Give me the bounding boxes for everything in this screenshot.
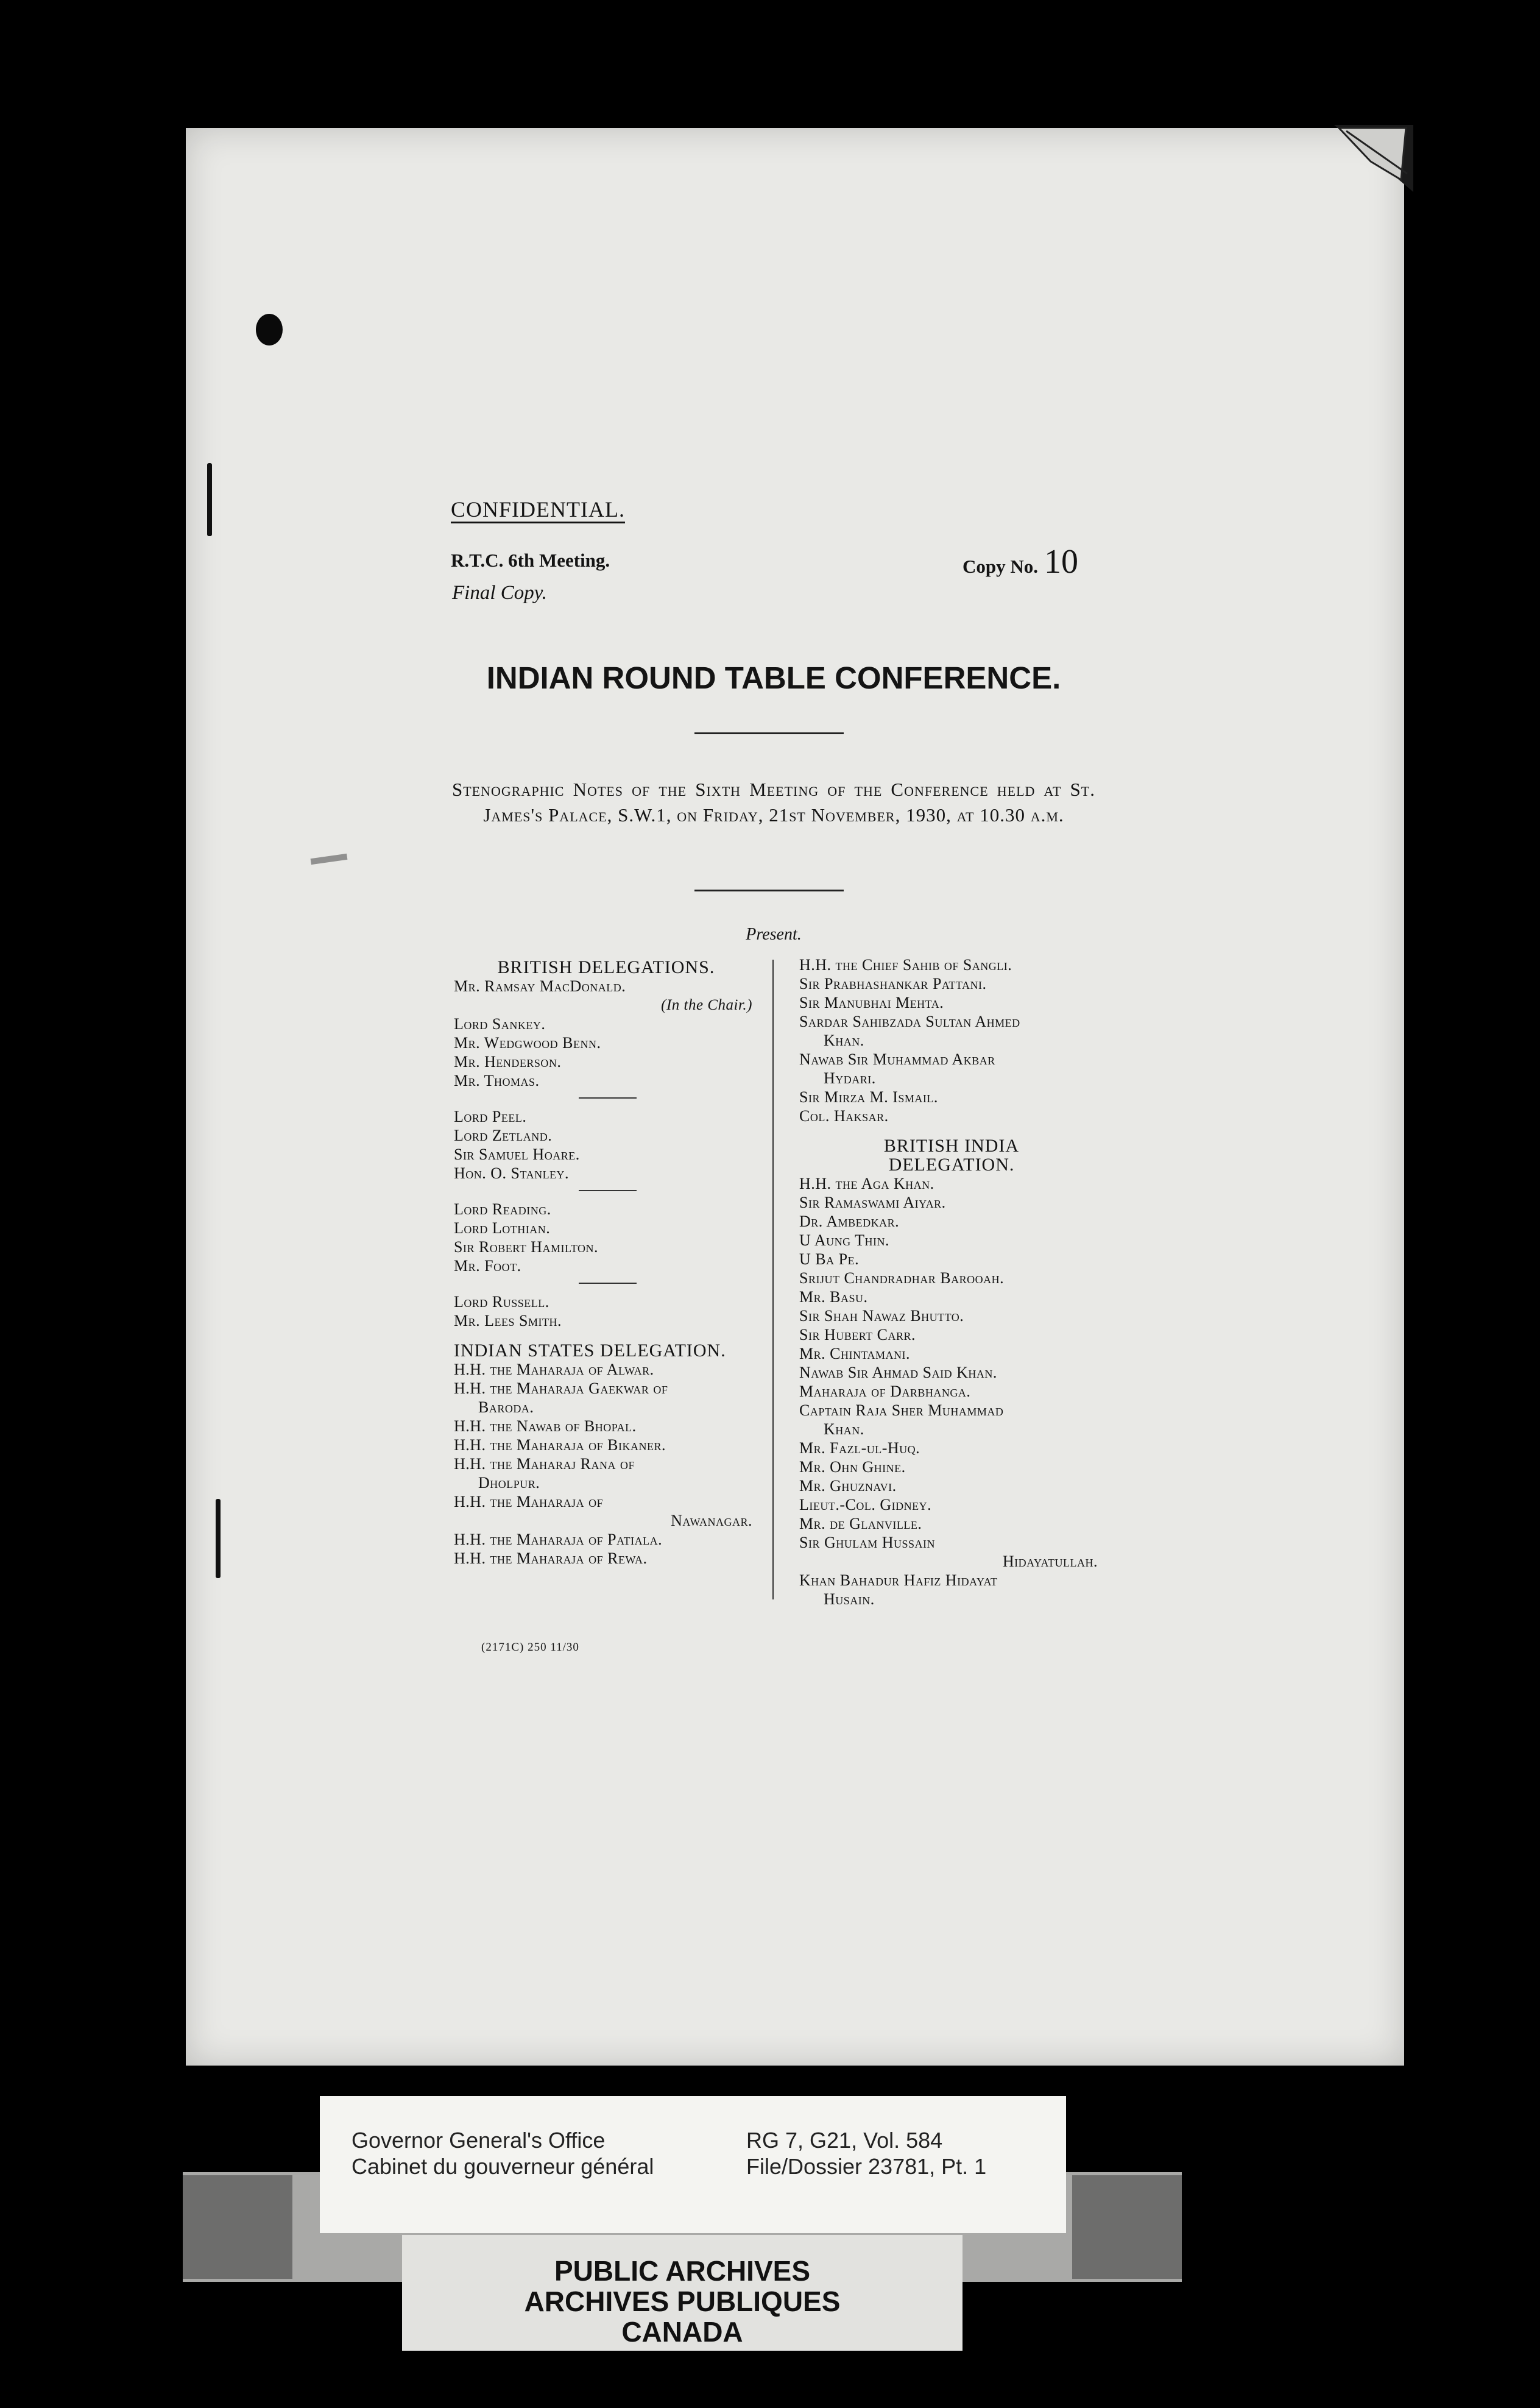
list-item: Khan Bahadur Hafiz Hidayat [799, 1571, 998, 1589]
list-item: H.H. the Chief Sahib of Sangli. [799, 956, 1012, 974]
office-en: Governor General's Office [351, 2128, 606, 2153]
list-item-cont: Khan. [824, 1420, 864, 1438]
final-copy-label: Final Copy. [452, 582, 547, 604]
list-item: Mr. Chintamani. [799, 1345, 911, 1362]
archive-strip-shadow [183, 2175, 292, 2279]
list-item: Mr. Basu. [799, 1288, 868, 1306]
list-item: Sir Samuel Hoare. [454, 1146, 580, 1163]
list-item: Captain Raja Sher Muhammad [799, 1401, 1004, 1419]
list-item: Mr. Thomas. [454, 1072, 540, 1089]
list-item: Mr. Henderson. [454, 1053, 562, 1071]
list-item-cont: Baroda. [478, 1398, 534, 1416]
margin-mark-bottom [216, 1499, 221, 1578]
list-item: Mr. Foot. [454, 1257, 521, 1275]
print-reference: (2171C) 250 11/30 [481, 1641, 579, 1654]
folded-corner [1334, 125, 1413, 192]
list-item: Dr. Ambedkar. [799, 1213, 900, 1230]
list-item: Mr. Wedgwood Benn. [454, 1034, 601, 1052]
list-item: Sir Ghulam Hussain [799, 1534, 936, 1551]
list-item-cont: Hydari. [824, 1069, 876, 1087]
group-divider [579, 1190, 637, 1191]
archive-strip-shadow [1072, 2175, 1182, 2279]
list-item: H.H. the Maharaj Rana of [454, 1455, 635, 1473]
list-item: Mr. Ohn Ghine. [799, 1458, 906, 1476]
british-delegations-heading: BRITISH DELEGATIONS. [497, 957, 715, 977]
list-item: Lord Russell. [454, 1293, 549, 1311]
list-item: Sardar Sahibzada Sultan Ahmed [799, 1013, 1020, 1030]
list-item: Lord Sankey. [454, 1015, 546, 1033]
list-item: Sir Mirza M. Ismail. [799, 1088, 938, 1106]
list-item: Lieut.-Col. Gidney. [799, 1496, 932, 1514]
group-divider [579, 1097, 637, 1099]
title-rule [694, 732, 844, 734]
list-item: Sir Hubert Carr. [799, 1326, 916, 1344]
british-india-heading-2: DELEGATION. [888, 1155, 1015, 1175]
archive-stamp-line: PUBLIC ARCHIVES [554, 2255, 810, 2287]
list-item: Maharaja of Darbhanga. [799, 1383, 971, 1400]
list-item-cont: Husain. [824, 1590, 875, 1608]
column-divider [772, 960, 774, 1599]
margin-mark-top [207, 463, 212, 536]
file-ref: File/Dossier 23781, Pt. 1 [746, 2154, 987, 2179]
list-item: Mr. Ramsay MacDonald. [454, 977, 626, 995]
group-divider [579, 1283, 637, 1284]
list-item: Nawab Sir Ahmad Said Khan. [799, 1364, 997, 1381]
list-item: Hon. O. Stanley. [454, 1164, 570, 1182]
list-item-cont: Dholpur. [478, 1474, 540, 1492]
stenographic-notes: Stenographic Notes of the Sixth Meeting of the Conference held at St. James's Palace, S.W.1, on Friday, 21st November, 1930, at 10.30 a.m. [452, 779, 1095, 826]
copy-label: Copy No. [962, 556, 1039, 577]
list-item: H.H. the Maharaja of Rewa. [454, 1549, 648, 1567]
present-label: Present. [746, 925, 802, 944]
copy-number [962, 542, 1078, 581]
list-item-cont: Nawanagar. [671, 1512, 752, 1529]
confidential-label: CONFIDENTIAL. [451, 497, 625, 522]
list-item: U Ba Pe. [799, 1250, 860, 1268]
list-item: Sir Shah Nawaz Bhutto. [799, 1307, 964, 1325]
punch-hole [256, 314, 283, 345]
list-item: Mr. Lees Smith. [454, 1312, 562, 1330]
document-page [186, 128, 1404, 2066]
list-item: Col. Haksar. [799, 1107, 889, 1125]
office-fr: Cabinet du gouverneur général [351, 2154, 654, 2179]
list-item: Mr. Fazl-ul-Huq. [799, 1439, 920, 1457]
list-item: H.H. the Maharaja of Bikaner. [454, 1436, 666, 1454]
archive-label [320, 2096, 1066, 2233]
list-item: Lord Peel. [454, 1108, 527, 1125]
british-india-heading: BRITISH INDIA [883, 1136, 1020, 1156]
archive-stamp-line: CANADA [621, 2316, 743, 2348]
record-group-ref: RG 7, G21, Vol. 584 [746, 2128, 943, 2153]
list-item: Mr. de Glanville. [799, 1515, 922, 1532]
in-chair-note: (In the Chair.) [661, 997, 752, 1013]
list-item: H.H. the Aga Khan. [799, 1175, 934, 1192]
list-item: H.H. the Maharaja of Alwar. [454, 1361, 654, 1378]
archive-stamp-line: ARCHIVES PUBLIQUES [524, 2286, 841, 2317]
document-title: INDIAN ROUND TABLE CONFERENCE. [486, 660, 1061, 695]
left-column [454, 958, 758, 1568]
list-item-cont: Khan. [824, 1032, 864, 1049]
list-item: Sir Prabhashankar Pattani. [799, 975, 987, 993]
list-item: H.H. the Maharaja of Patiala. [454, 1531, 663, 1548]
list-item: Sir Ramaswami Aiyar. [799, 1194, 946, 1211]
list-item: Lord Zetland. [454, 1127, 553, 1144]
list-item-cont: Hidayatullah. [1002, 1553, 1098, 1570]
right-column [799, 955, 1104, 1609]
indian-states-heading: INDIAN STATES DELEGATION. [454, 1340, 726, 1361]
archive-stamp [402, 2235, 962, 2351]
notes-rule [694, 890, 844, 891]
list-item: Srijut Chandradhar Barooah. [799, 1269, 1005, 1287]
list-item: H.H. the Maharaja Gaekwar of [454, 1379, 668, 1397]
list-item: H.H. the Nawab of Bhopal. [454, 1417, 637, 1435]
list-item: Sir Manubhai Mehta. [799, 994, 944, 1011]
list-item: Lord Reading. [454, 1200, 551, 1218]
list-item: Lord Lothian. [454, 1219, 551, 1237]
list-item: Sir Robert Hamilton. [454, 1238, 599, 1256]
meeting-reference: R.T.C. 6th Meeting. [451, 550, 610, 571]
list-item: H.H. the Maharaja of [454, 1493, 604, 1510]
list-item: U Aung Thin. [799, 1231, 890, 1249]
copy-number-value: 10 [1044, 543, 1079, 581]
list-item: Nawab Sir Muhammad Akbar [799, 1050, 995, 1068]
list-item: Mr. Ghuznavi. [799, 1477, 897, 1495]
